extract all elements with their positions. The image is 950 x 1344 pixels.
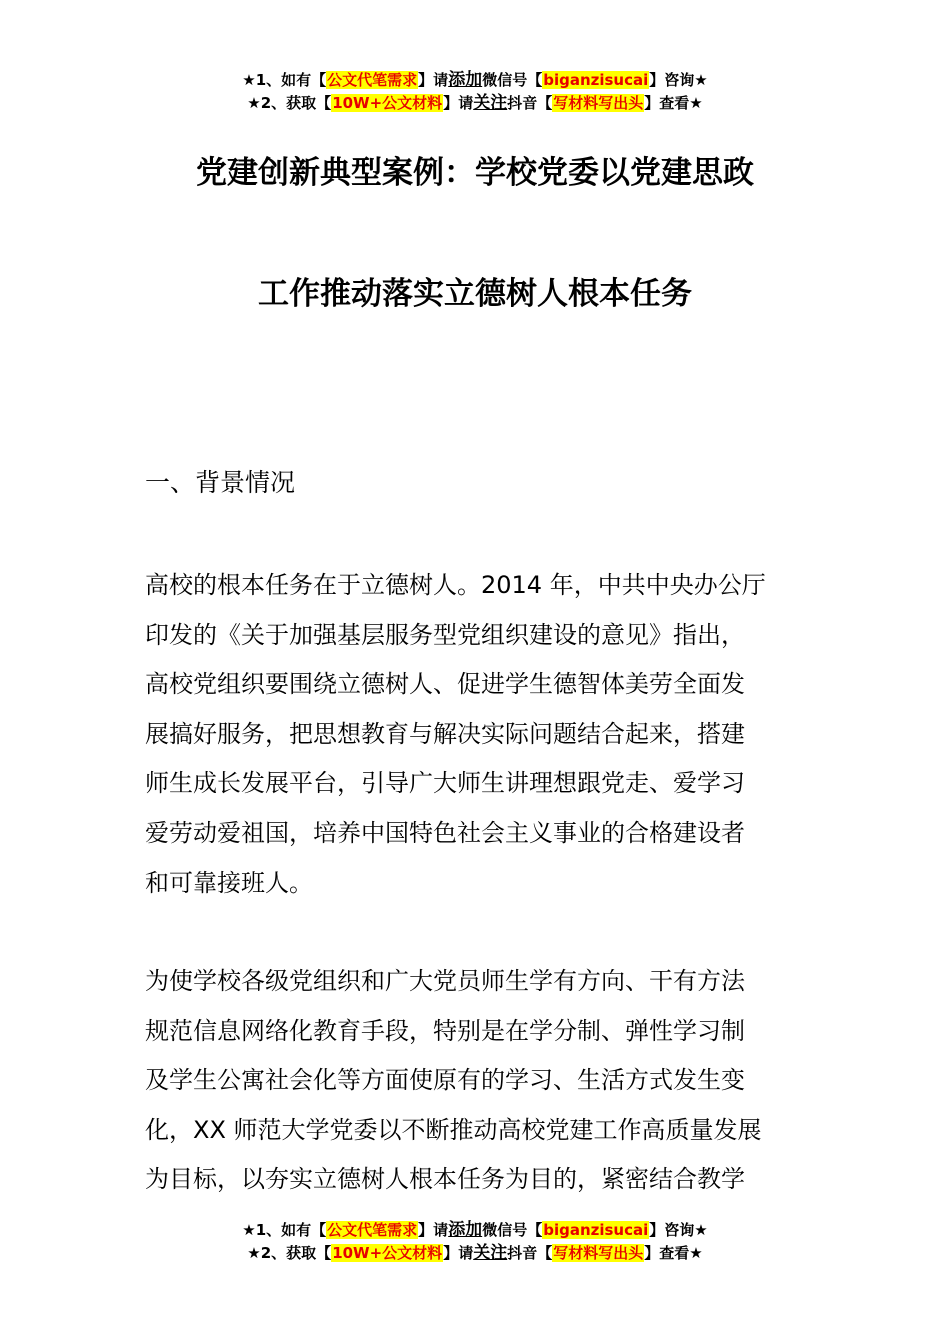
promo-text: 】请 — [418, 71, 449, 89]
promo-line-1 — [0, 1219, 950, 1242]
promo-highlight-douyin-account: 写材料写出头 — [553, 1244, 644, 1262]
promo-text: 微信号【 — [482, 71, 543, 89]
promo-text: 】咨询★ — [649, 71, 708, 89]
promo-text: 】查看★ — [644, 94, 703, 112]
promo-text: 】查看★ — [644, 1244, 703, 1262]
promo-text: ★2、获取【 — [247, 1244, 332, 1262]
body-paragraph-2 — [145, 957, 762, 1205]
promo-line-2 — [0, 92, 950, 115]
promo-line-1 — [0, 69, 950, 92]
paragraph-line: 化，XX 师范大学党委以不断推动高校党建工作高质量发展 — [145, 1115, 762, 1144]
promo-highlight-douyin-account: 写材料写出头 — [553, 94, 644, 112]
promo-text: 微信号【 — [482, 1221, 543, 1239]
paragraph-line: 印发的《关于加强基层服务型党组织建设的意见》指出， — [145, 620, 745, 649]
promo-text: 抖音【 — [507, 1244, 553, 1262]
promo-text: ★1、如有【 — [242, 1221, 327, 1239]
paragraph-line: 规范信息网络化教育手段，特别是在学分制、弹性学习制 — [145, 1016, 745, 1045]
promo-underlined-text: 添加 — [448, 70, 483, 90]
paragraph-line: 高校党组织要围绕立德树人、促进学生德智体美劳全面发 — [145, 670, 745, 699]
promo-highlight-materials: 10W+公文材料 — [332, 94, 443, 112]
promo-header — [0, 69, 950, 115]
promo-text: ★2、获取【 — [247, 94, 332, 112]
promo-text: ★1、如有【 — [242, 71, 327, 89]
section-heading: 一、背景情况 — [145, 468, 296, 497]
promo-underlined-text: 添加 — [448, 1220, 483, 1240]
promo-highlight-materials: 10W+公文材料 — [332, 1244, 443, 1262]
promo-text: 】请 — [418, 1221, 449, 1239]
promo-underlined-text: 关注 — [473, 93, 508, 113]
promo-text: 】咨询★ — [649, 1221, 708, 1239]
paragraph-line: 展搞好服务，把思想教育与解决实际问题结合起来，搭建 — [145, 719, 745, 748]
promo-footer — [0, 1219, 950, 1265]
promo-highlight-service: 公文代笔需求 — [327, 1221, 418, 1239]
paragraph-line: 爱劳动爱祖国，培养中国特色社会主义事业的合格建设者 — [145, 818, 745, 847]
paragraph-line: 为使学校各级党组织和广大党员师生学有方向、干有方法 — [145, 967, 745, 995]
paragraph-line: 高校的根本任务在于立德树人。2014 年，中共中央办公厅 — [145, 571, 766, 599]
body-paragraph-1 — [145, 561, 766, 908]
paragraph-line: 及学生公寓社会化等方面使原有的学习、生活方式发生变 — [145, 1066, 745, 1095]
promo-highlight-wechat-id: biganzisucai — [543, 71, 649, 89]
promo-highlight-service: 公文代笔需求 — [327, 71, 418, 89]
promo-line-2 — [0, 1242, 950, 1265]
document-title-line-1: 党建创新典型案例：学校党委以党建思政 — [196, 155, 754, 191]
promo-underlined-text: 关注 — [473, 1243, 508, 1263]
promo-text: 】请 — [443, 1244, 474, 1262]
document-title-line-2: 工作推动落实立德树人根本任务 — [258, 276, 692, 312]
promo-text: 】请 — [443, 94, 474, 112]
paragraph-line: 为目标，以夯实立德树人根本任务为目的，紧密结合教学 — [145, 1165, 745, 1194]
paragraph-line: 师生成长发展平台，引导广大师生讲理想跟党走、爱学习 — [145, 769, 745, 798]
promo-text: 抖音【 — [507, 94, 553, 112]
paragraph-line: 和可靠接班人。 — [145, 868, 313, 897]
promo-highlight-wechat-id: biganzisucai — [543, 1221, 649, 1239]
